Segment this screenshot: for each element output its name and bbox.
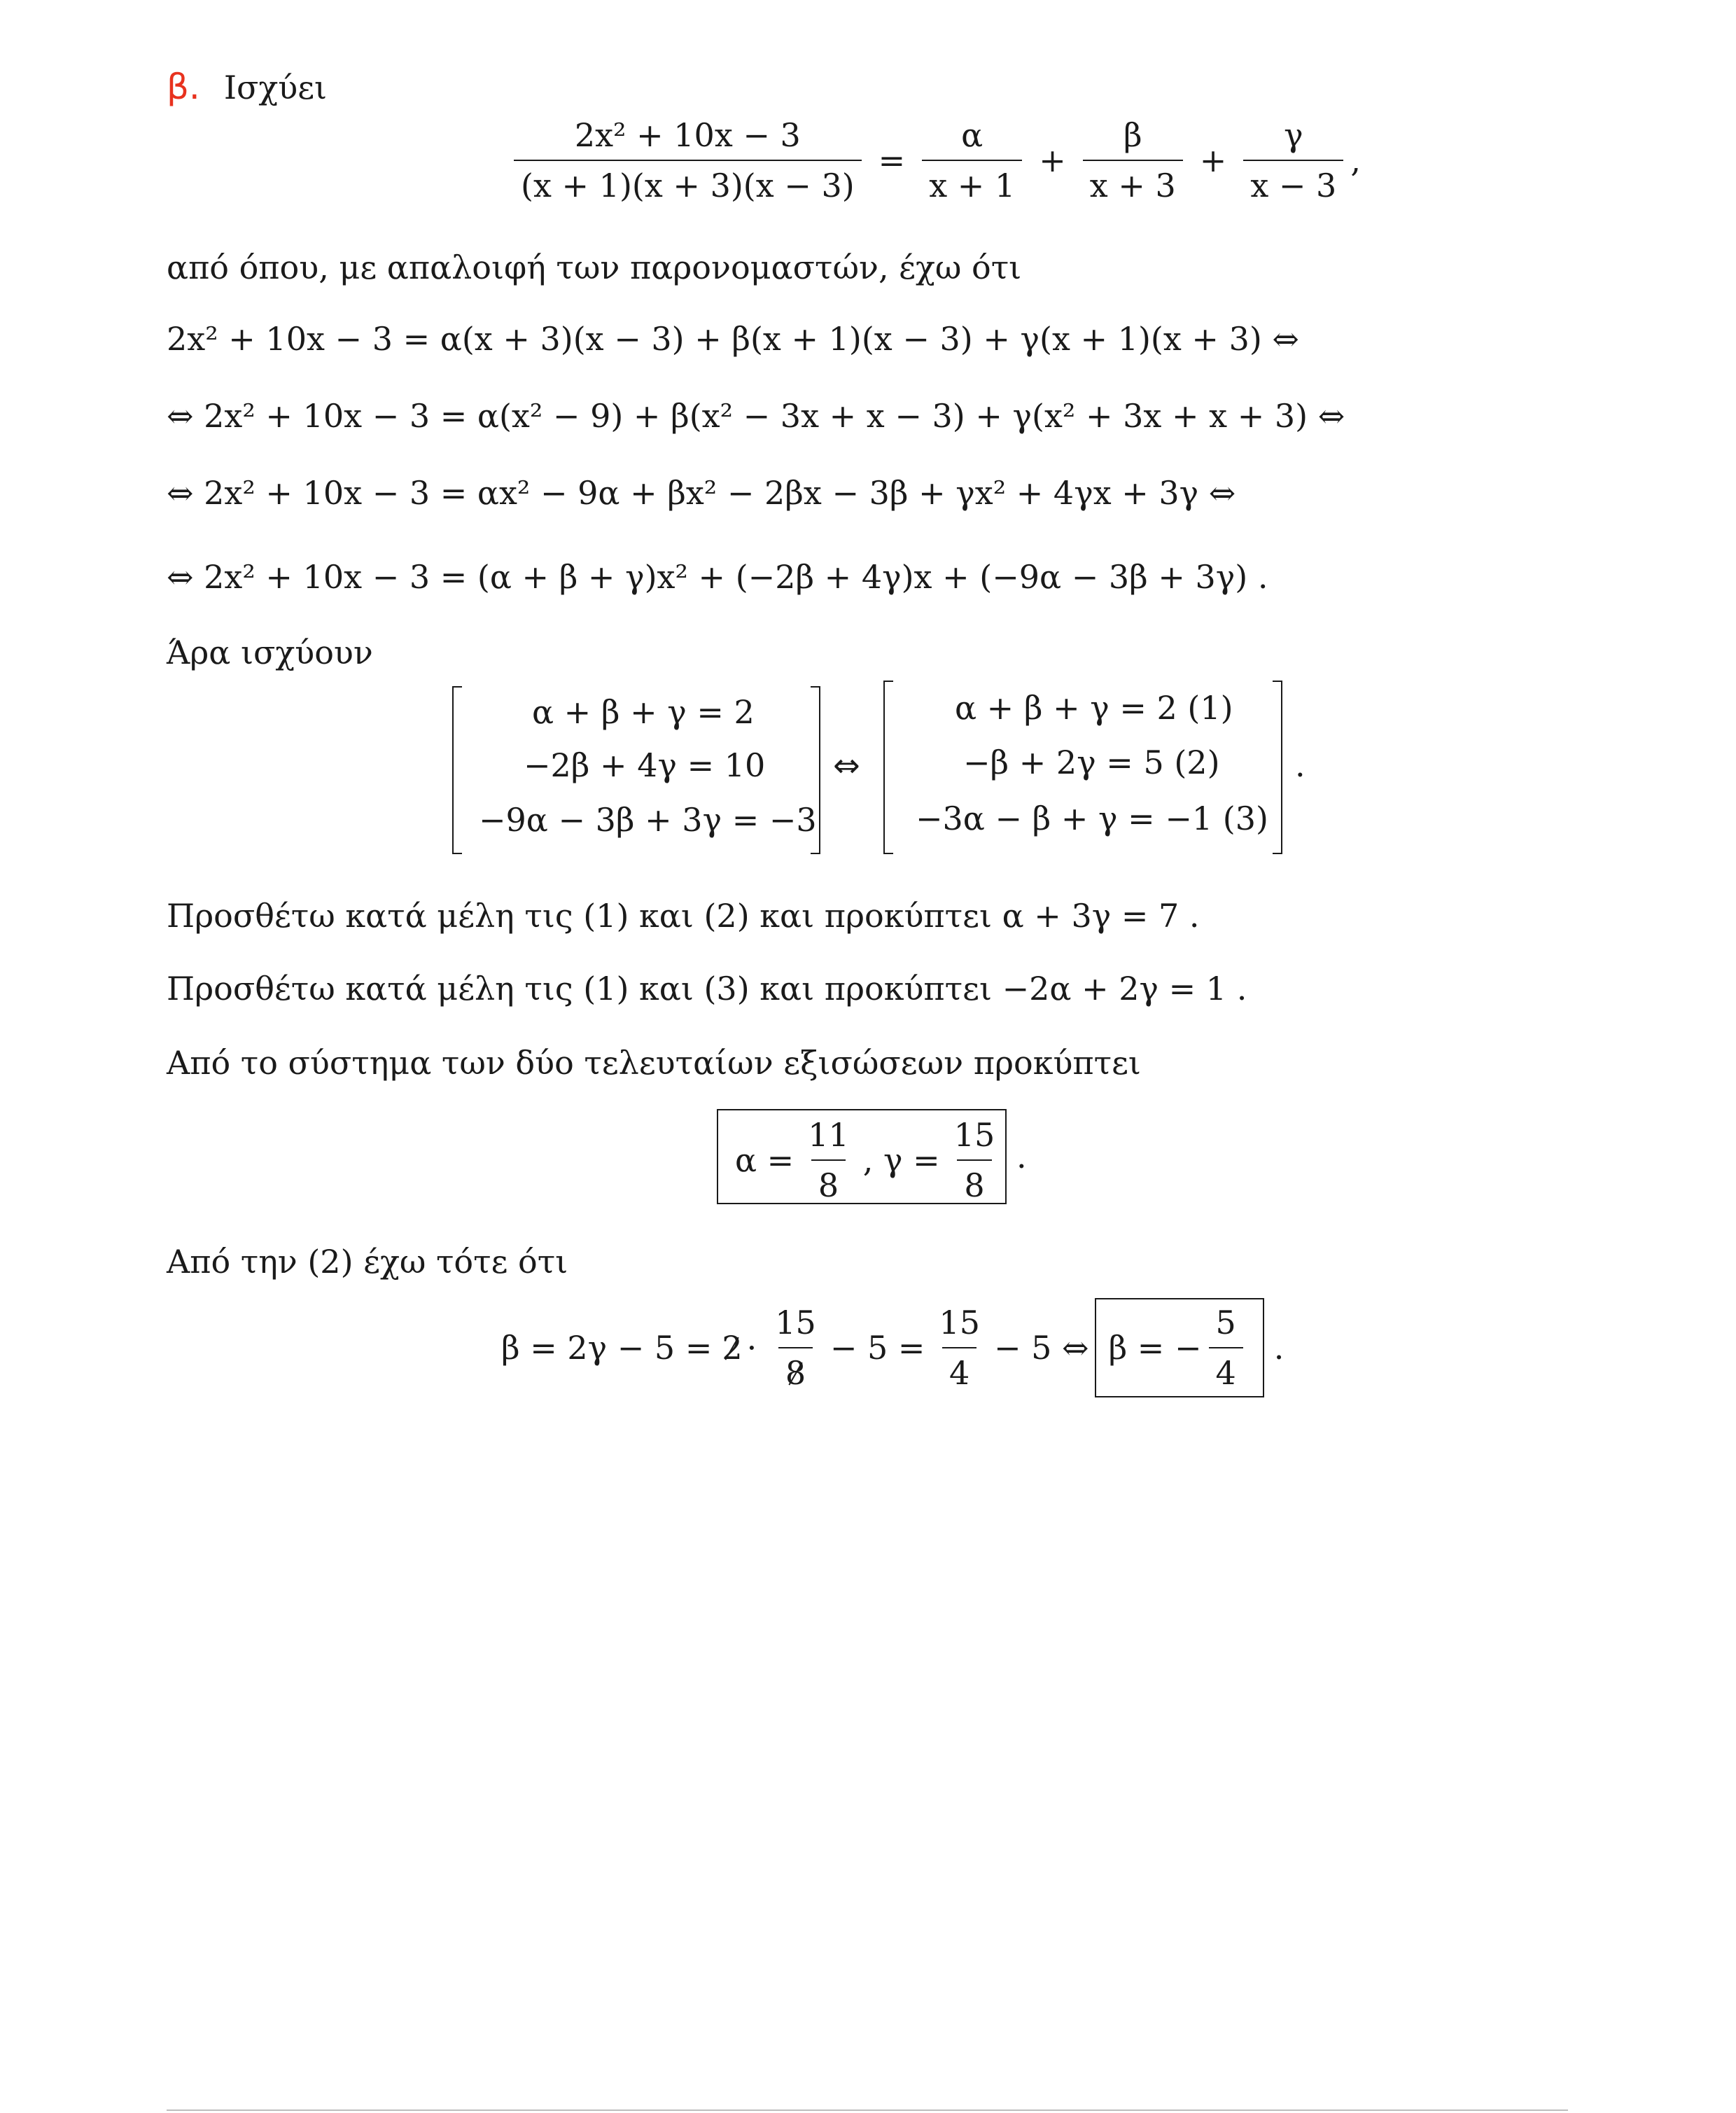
gamma-value-numerator: 15 xyxy=(953,1116,995,1154)
cancelled-eight: 8 xyxy=(785,1354,806,1392)
text-therefore: Άρα ισχύουν xyxy=(167,634,373,671)
alpha-equals: α = xyxy=(735,1141,794,1179)
beta-result-box xyxy=(1095,1298,1264,1397)
beta-computation xyxy=(501,1298,1284,1397)
left-system-open-bracket xyxy=(452,686,462,854)
beta-start: β = 2γ − 5 = xyxy=(501,1329,713,1367)
lhs-denominator: (x + 1)(x + 3)(x − 3) xyxy=(514,160,862,206)
text-add-1-3: Προσθέτω κατά μέλη τις (1) και (3) και προκύπτει −2α + 2γ = 1 . xyxy=(167,970,1247,1007)
right-system-close-bracket xyxy=(1273,681,1282,854)
multiply-dot: · xyxy=(746,1329,757,1367)
beta-result-fraction xyxy=(1209,1302,1243,1393)
system-trailing-period: . xyxy=(1295,746,1306,784)
beta-numerator: β xyxy=(1123,116,1142,154)
footer-rule xyxy=(167,2109,1568,2111)
system-right-row-2: −β + 2γ = 5 (2) xyxy=(963,744,1220,781)
gamma-value-fraction xyxy=(947,1115,1002,1206)
gamma-fraction xyxy=(1243,115,1343,206)
beta-fraction xyxy=(1083,115,1183,206)
equals-sign: = xyxy=(878,141,906,179)
system-right-row-3: −3α − β + γ = −1 (3) xyxy=(916,800,1268,837)
alpha-value-denominator: 8 xyxy=(811,1159,846,1206)
lhs-numerator: 2x² + 10x − 3 xyxy=(574,116,801,154)
beta-end: − 5 ⇔ xyxy=(993,1329,1089,1367)
result-alpha-gamma xyxy=(735,1115,1009,1206)
system-left-row-3: −9α − 3β + 3γ = −3 xyxy=(479,801,817,839)
fraction-15-8-denominator xyxy=(778,1347,813,1393)
system-equivalence-arrow: ⇔ xyxy=(833,746,860,784)
alpha-numerator: α xyxy=(961,116,983,154)
system-right-row-1: α + β + γ = 2 (1) xyxy=(955,689,1233,727)
beta-mid: − 5 = xyxy=(830,1329,925,1367)
text-clear-denominators: από όπου, με απαλοιφή των παρονομαστών, έχω ότι xyxy=(167,249,1022,286)
intro-line xyxy=(167,67,327,107)
beta-trailing-period: . xyxy=(1273,1329,1284,1367)
intro-text: Ισχύει xyxy=(223,69,328,106)
gamma-denominator: x − 3 xyxy=(1243,160,1343,206)
beta-denominator: x + 3 xyxy=(1083,160,1183,206)
equation-line-1: 2x² + 10x − 3 = α(x + 3)(x − 3) + β(x + 1)(x − 3) + γ(x + 1)(x + 3) ⇔ xyxy=(167,320,1299,358)
system-left-row-1: α + β + γ = 2 xyxy=(532,693,755,731)
cancelled-two: 2 xyxy=(722,1329,743,1367)
text-add-1-2: Προσθέτω κατά μέλη τις (1) και (2) και προκύπτει α + 3γ = 7 . xyxy=(167,897,1200,935)
beta-result-numerator: 5 xyxy=(1215,1304,1236,1341)
gamma-value-denominator: 8 xyxy=(957,1159,991,1206)
right-system-open-bracket xyxy=(883,681,893,854)
equation-line-4: ⇔ 2x² + 10x − 3 = (α + β + γ)x² + (−2β + 4γ)x + (−9α − 3β + 3γ) . xyxy=(167,558,1268,596)
alpha-fraction xyxy=(922,115,1022,206)
gamma-numerator: γ xyxy=(1284,116,1303,154)
text-from-equation-2: Από την (2) έχω τότε ότι xyxy=(167,1243,568,1281)
system-left-row-2: −2β + 4γ = 10 xyxy=(524,746,766,784)
equation-line-2: ⇔ 2x² + 10x − 3 = α(x² − 9) + β(x² − 3x + x − 3) + γ(x² + 3x + x + 3) ⇔ xyxy=(167,397,1345,435)
fraction-15-8 xyxy=(768,1302,823,1393)
gamma-equals: , γ = xyxy=(862,1141,940,1179)
section-label: β. xyxy=(167,67,200,107)
text-from-system: Από το σύστημα των δύο τελευταίων εξισώσεων προκύπτει xyxy=(167,1044,1141,1082)
partial-fraction-equation xyxy=(507,115,1361,206)
fraction-15-8-numerator: 15 xyxy=(775,1304,816,1341)
lhs-fraction xyxy=(514,115,862,206)
alpha-denominator: x + 1 xyxy=(922,160,1022,206)
equation-line-3: ⇔ 2x² + 10x − 3 = αx² − 9α + βx² − 2βx − 3β + γx² + 4γx + 3γ ⇔ xyxy=(167,474,1236,512)
plus-sign: + xyxy=(1199,141,1227,179)
fraction-15-4 xyxy=(932,1302,987,1393)
beta-result-denominator: 4 xyxy=(1209,1347,1243,1393)
fraction-15-4-denominator: 4 xyxy=(942,1347,976,1393)
alpha-value-numerator: 11 xyxy=(808,1116,849,1154)
fraction-15-4-numerator: 15 xyxy=(939,1304,980,1341)
trailing-comma: , xyxy=(1350,141,1361,179)
plus-sign: + xyxy=(1039,141,1066,179)
alpha-value-fraction xyxy=(801,1115,856,1206)
left-system-close-bracket xyxy=(811,686,820,854)
result-alpha-gamma-period: . xyxy=(1016,1138,1027,1176)
beta-result-lhs: β = − xyxy=(1108,1329,1202,1367)
